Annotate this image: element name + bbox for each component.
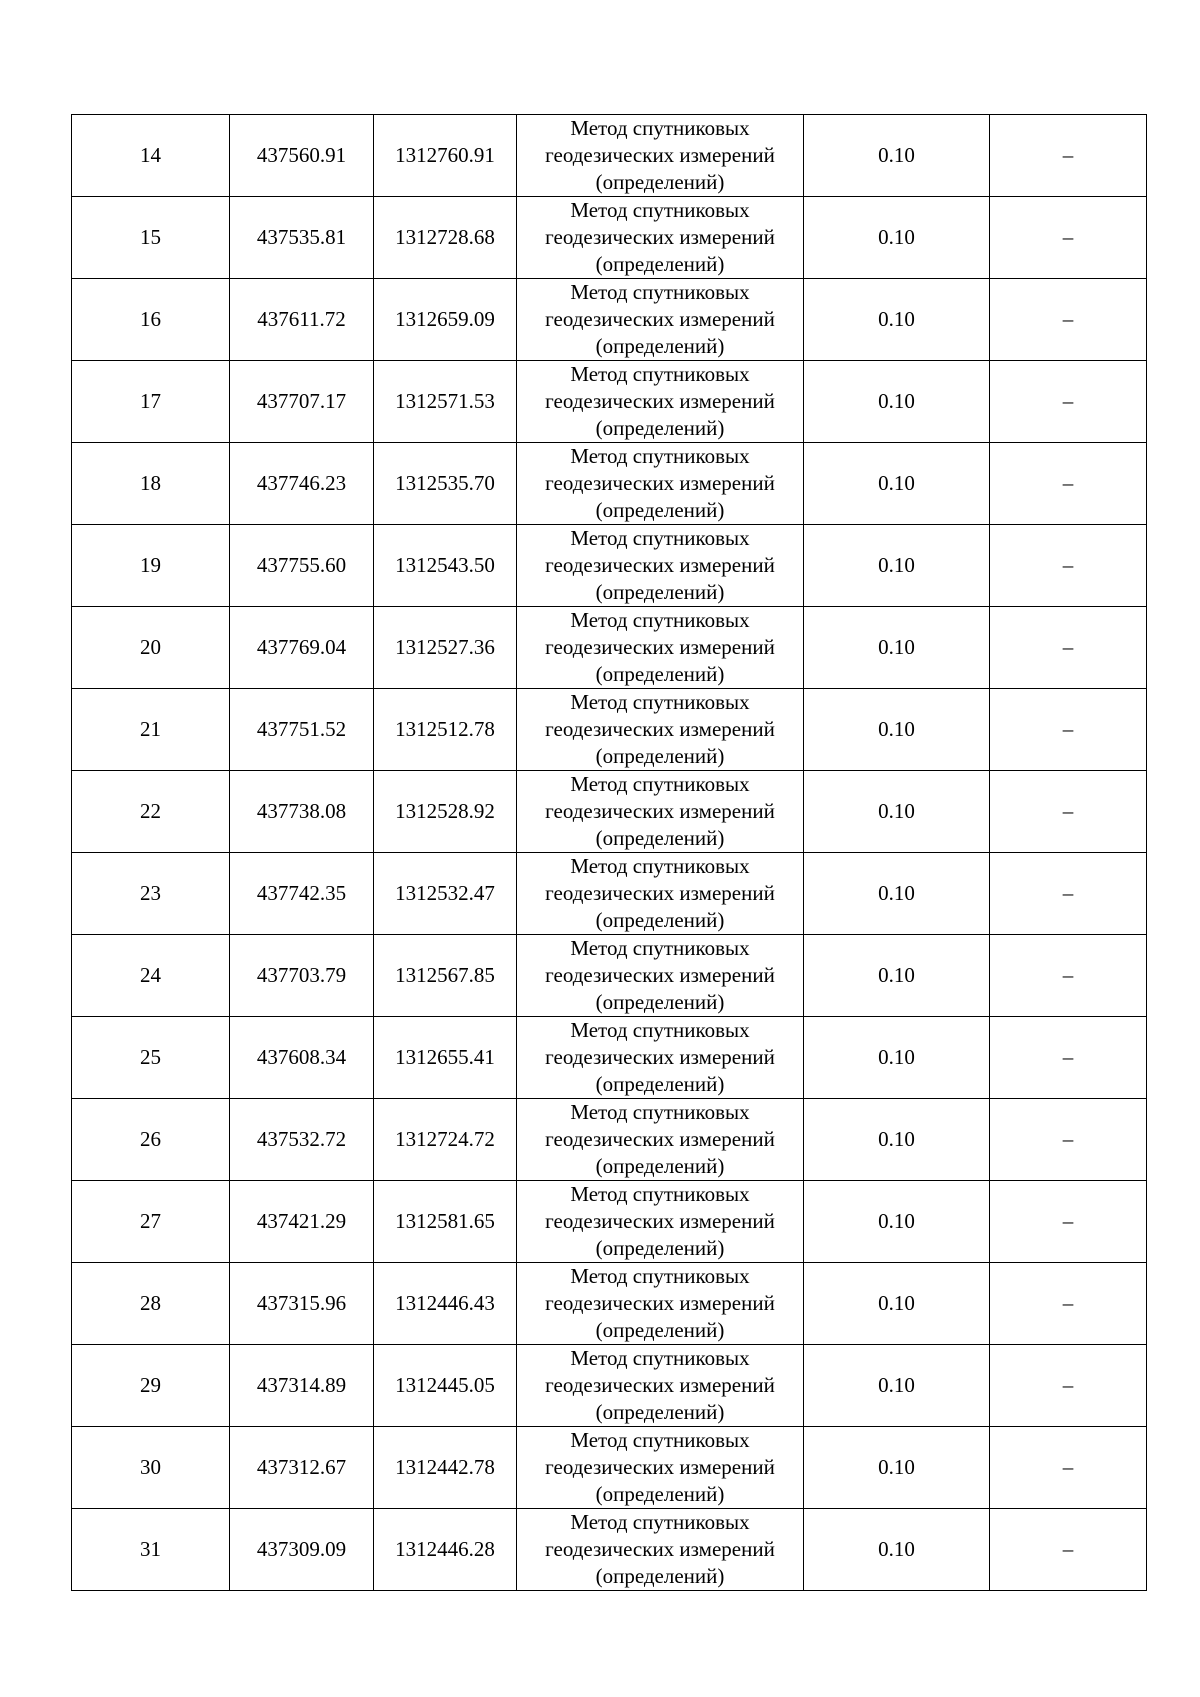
method-cell <box>517 279 804 361</box>
method-line-2: геодезических измерений <box>545 635 775 659</box>
x-coordinate-cell: 437703.79 <box>230 935 374 1017</box>
method-cell <box>517 607 804 689</box>
method-line-1: Метод спутниковых <box>570 1182 750 1206</box>
table-row <box>72 771 1147 853</box>
method-line-2: геодезических измерений <box>545 143 775 167</box>
y-coordinate-cell: 1312567.85 <box>374 935 517 1017</box>
table-row <box>72 853 1147 935</box>
method-line-3: (определений) <box>595 908 725 932</box>
method-line-3: (определений) <box>595 334 725 358</box>
method-line-3: (определений) <box>595 1236 725 1260</box>
method-line-2: геодезических измерений <box>545 963 775 987</box>
method-line-1: Метод спутниковых <box>570 362 750 386</box>
method-line-3: (определений) <box>595 744 725 768</box>
method-cell <box>517 853 804 935</box>
method-line-3: (определений) <box>595 580 725 604</box>
accuracy-cell: 0.10 <box>804 771 990 853</box>
method-cell <box>517 935 804 1017</box>
note-cell: – <box>990 197 1147 279</box>
point-number-cell: 21 <box>72 689 230 771</box>
y-coordinate-cell: 1312532.47 <box>374 853 517 935</box>
y-coordinate-cell: 1312446.28 <box>374 1509 517 1591</box>
method-line-1: Метод спутниковых <box>570 1428 750 1452</box>
y-coordinate-cell: 1312446.43 <box>374 1263 517 1345</box>
note-cell: – <box>990 1427 1147 1509</box>
method-line-1: Метод спутниковых <box>570 444 750 468</box>
method-line-1: Метод спутниковых <box>570 772 750 796</box>
note-cell: – <box>990 279 1147 361</box>
method-line-2: геодезических измерений <box>545 389 775 413</box>
x-coordinate-cell: 437755.60 <box>230 525 374 607</box>
accuracy-cell: 0.10 <box>804 1181 990 1263</box>
method-line-2: геодезических измерений <box>545 1455 775 1479</box>
method-line-1: Метод спутниковых <box>570 608 750 632</box>
method-line-2: геодезических измерений <box>545 553 775 577</box>
point-number-cell: 14 <box>72 115 230 197</box>
method-line-2: геодезических измерений <box>545 881 775 905</box>
note-cell: – <box>990 607 1147 689</box>
accuracy-cell: 0.10 <box>804 1509 990 1591</box>
accuracy-cell: 0.10 <box>804 853 990 935</box>
x-coordinate-cell: 437421.29 <box>230 1181 374 1263</box>
method-cell <box>517 361 804 443</box>
x-coordinate-cell: 437315.96 <box>230 1263 374 1345</box>
method-cell <box>517 689 804 771</box>
table-row <box>72 115 1147 197</box>
point-number-cell: 20 <box>72 607 230 689</box>
accuracy-cell: 0.10 <box>804 689 990 771</box>
point-number-cell: 25 <box>72 1017 230 1099</box>
accuracy-cell: 0.10 <box>804 443 990 525</box>
method-line-1: Метод спутниковых <box>570 936 750 960</box>
method-line-2: геодезических измерений <box>545 799 775 823</box>
note-cell: – <box>990 1181 1147 1263</box>
method-line-3: (определений) <box>595 1318 725 1342</box>
accuracy-cell: 0.10 <box>804 1263 990 1345</box>
point-number-cell: 23 <box>72 853 230 935</box>
point-number-cell: 15 <box>72 197 230 279</box>
x-coordinate-cell: 437309.09 <box>230 1509 374 1591</box>
point-number-cell: 31 <box>72 1509 230 1591</box>
method-line-1: Метод спутниковых <box>570 854 750 878</box>
y-coordinate-cell: 1312571.53 <box>374 361 517 443</box>
x-coordinate-cell: 437312.67 <box>230 1427 374 1509</box>
table-row <box>72 1017 1147 1099</box>
note-cell: – <box>990 935 1147 1017</box>
method-line-3: (определений) <box>595 990 725 1014</box>
table-row <box>72 689 1147 771</box>
method-line-1: Метод спутниковых <box>570 1346 750 1370</box>
note-cell: – <box>990 853 1147 935</box>
x-coordinate-cell: 437535.81 <box>230 197 374 279</box>
method-line-3: (определений) <box>595 170 725 194</box>
method-line-3: (определений) <box>595 498 725 522</box>
x-coordinate-cell: 437560.91 <box>230 115 374 197</box>
coordinates-table-body <box>72 115 1147 1591</box>
point-number-cell: 16 <box>72 279 230 361</box>
note-cell: – <box>990 1263 1147 1345</box>
method-line-1: Метод спутниковых <box>570 198 750 222</box>
method-line-2: геодезических измерений <box>545 1537 775 1561</box>
x-coordinate-cell: 437611.72 <box>230 279 374 361</box>
table-row <box>72 361 1147 443</box>
table-row <box>72 1181 1147 1263</box>
note-cell: – <box>990 1099 1147 1181</box>
point-number-cell: 22 <box>72 771 230 853</box>
table-row <box>72 1099 1147 1181</box>
method-line-2: геодезических измерений <box>545 1209 775 1233</box>
accuracy-cell: 0.10 <box>804 115 990 197</box>
table-row <box>72 279 1147 361</box>
method-line-3: (определений) <box>595 252 725 276</box>
x-coordinate-cell: 437532.72 <box>230 1099 374 1181</box>
coordinates-table <box>71 114 1147 1591</box>
note-cell: – <box>990 443 1147 525</box>
method-line-1: Метод спутниковых <box>570 1510 750 1534</box>
point-number-cell: 26 <box>72 1099 230 1181</box>
table-row <box>72 443 1147 525</box>
x-coordinate-cell: 437769.04 <box>230 607 374 689</box>
method-line-1: Метод спутниковых <box>570 690 750 714</box>
y-coordinate-cell: 1312760.91 <box>374 115 517 197</box>
method-line-2: геодезических измерений <box>545 1291 775 1315</box>
point-number-cell: 19 <box>72 525 230 607</box>
method-cell <box>517 1181 804 1263</box>
accuracy-cell: 0.10 <box>804 935 990 1017</box>
x-coordinate-cell: 437751.52 <box>230 689 374 771</box>
table-row <box>72 607 1147 689</box>
x-coordinate-cell: 437738.08 <box>230 771 374 853</box>
method-line-1: Метод спутниковых <box>570 526 750 550</box>
accuracy-cell: 0.10 <box>804 1345 990 1427</box>
note-cell: – <box>990 1345 1147 1427</box>
table-row <box>72 1345 1147 1427</box>
method-line-1: Метод спутниковых <box>570 280 750 304</box>
method-line-3: (определений) <box>595 1400 725 1424</box>
y-coordinate-cell: 1312535.70 <box>374 443 517 525</box>
method-line-2: геодезических измерений <box>545 225 775 249</box>
method-line-3: (определений) <box>595 1072 725 1096</box>
y-coordinate-cell: 1312527.36 <box>374 607 517 689</box>
y-coordinate-cell: 1312442.78 <box>374 1427 517 1509</box>
method-line-2: геодезических измерений <box>545 471 775 495</box>
accuracy-cell: 0.10 <box>804 279 990 361</box>
note-cell: – <box>990 1017 1147 1099</box>
note-cell: – <box>990 525 1147 607</box>
method-cell <box>517 1099 804 1181</box>
accuracy-cell: 0.10 <box>804 361 990 443</box>
note-cell: – <box>990 361 1147 443</box>
y-coordinate-cell: 1312512.78 <box>374 689 517 771</box>
method-cell <box>517 771 804 853</box>
method-line-3: (определений) <box>595 1154 725 1178</box>
note-cell: – <box>990 689 1147 771</box>
table-row <box>72 1427 1147 1509</box>
method-line-2: геодезических измерений <box>545 1127 775 1151</box>
note-cell: – <box>990 771 1147 853</box>
method-cell <box>517 443 804 525</box>
method-line-1: Метод спутниковых <box>570 116 750 140</box>
accuracy-cell: 0.10 <box>804 197 990 279</box>
method-line-1: Метод спутниковых <box>570 1100 750 1124</box>
x-coordinate-cell: 437742.35 <box>230 853 374 935</box>
method-cell <box>517 525 804 607</box>
method-cell <box>517 1509 804 1591</box>
method-line-3: (определений) <box>595 662 725 686</box>
table-row <box>72 525 1147 607</box>
note-cell: – <box>990 1509 1147 1591</box>
method-cell <box>517 197 804 279</box>
method-cell <box>517 1017 804 1099</box>
x-coordinate-cell: 437314.89 <box>230 1345 374 1427</box>
point-number-cell: 29 <box>72 1345 230 1427</box>
point-number-cell: 17 <box>72 361 230 443</box>
point-number-cell: 18 <box>72 443 230 525</box>
x-coordinate-cell: 437608.34 <box>230 1017 374 1099</box>
note-cell: – <box>990 115 1147 197</box>
y-coordinate-cell: 1312724.72 <box>374 1099 517 1181</box>
method-cell <box>517 1345 804 1427</box>
method-line-1: Метод спутниковых <box>570 1264 750 1288</box>
method-cell <box>517 1427 804 1509</box>
method-cell <box>517 115 804 197</box>
method-line-3: (определений) <box>595 416 725 440</box>
method-line-2: геодезических измерений <box>545 717 775 741</box>
table-row <box>72 197 1147 279</box>
accuracy-cell: 0.10 <box>804 525 990 607</box>
method-line-2: геодезических измерений <box>545 1373 775 1397</box>
method-line-2: геодезических измерений <box>545 1045 775 1069</box>
method-line-3: (определений) <box>595 826 725 850</box>
method-line-3: (определений) <box>595 1482 725 1506</box>
y-coordinate-cell: 1312659.09 <box>374 279 517 361</box>
method-line-3: (определений) <box>595 1564 725 1588</box>
point-number-cell: 27 <box>72 1181 230 1263</box>
table-row <box>72 1263 1147 1345</box>
y-coordinate-cell: 1312655.41 <box>374 1017 517 1099</box>
accuracy-cell: 0.10 <box>804 1017 990 1099</box>
y-coordinate-cell: 1312543.50 <box>374 525 517 607</box>
accuracy-cell: 0.10 <box>804 1099 990 1181</box>
method-line-1: Метод спутниковых <box>570 1018 750 1042</box>
y-coordinate-cell: 1312728.68 <box>374 197 517 279</box>
x-coordinate-cell: 437746.23 <box>230 443 374 525</box>
method-cell <box>517 1263 804 1345</box>
y-coordinate-cell: 1312445.05 <box>374 1345 517 1427</box>
point-number-cell: 24 <box>72 935 230 1017</box>
method-line-2: геодезических измерений <box>545 307 775 331</box>
point-number-cell: 30 <box>72 1427 230 1509</box>
table-row <box>72 1509 1147 1591</box>
table-row <box>72 935 1147 1017</box>
point-number-cell: 28 <box>72 1263 230 1345</box>
accuracy-cell: 0.10 <box>804 607 990 689</box>
y-coordinate-cell: 1312581.65 <box>374 1181 517 1263</box>
y-coordinate-cell: 1312528.92 <box>374 771 517 853</box>
x-coordinate-cell: 437707.17 <box>230 361 374 443</box>
accuracy-cell: 0.10 <box>804 1427 990 1509</box>
